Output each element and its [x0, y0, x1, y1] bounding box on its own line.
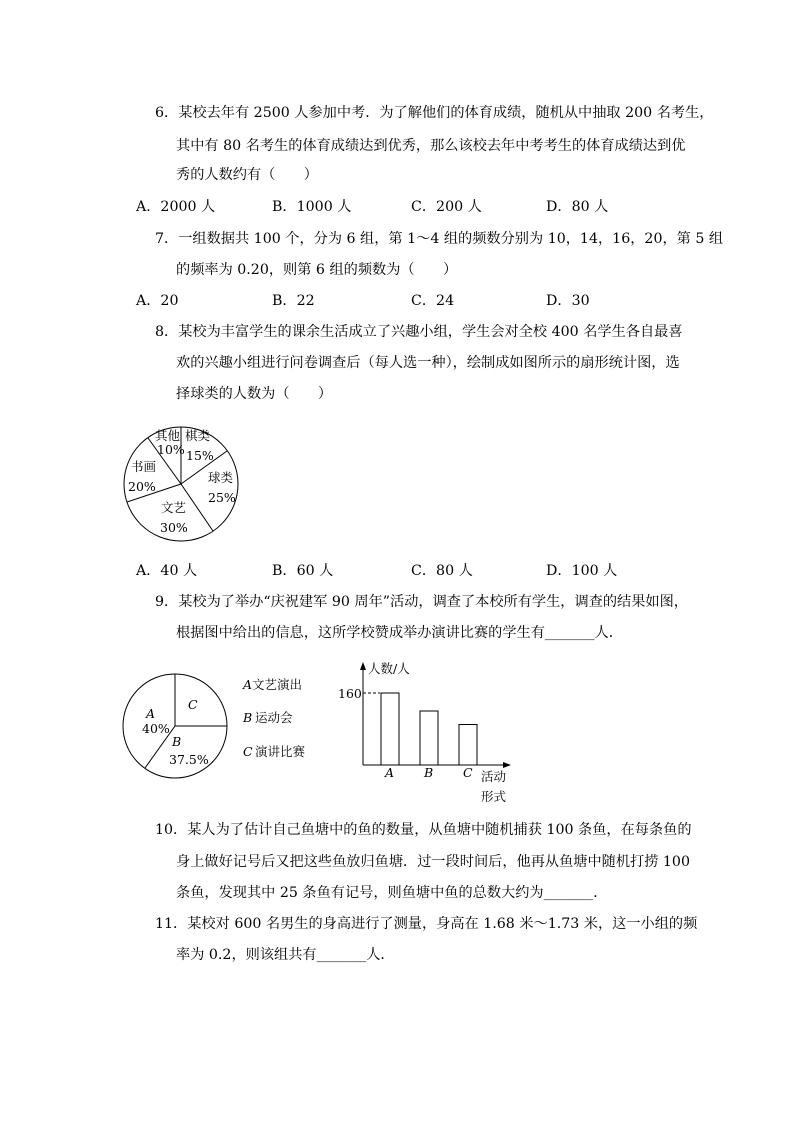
q9-bar-b [420, 711, 438, 765]
q9-line2: 根据图中给出的信息，这所学校赞成举办演讲比赛的学生有_______人． [176, 625, 623, 641]
q8-slice-pct: 30% [160, 520, 188, 535]
q10-line3: 条鱼，发现其中 25 条鱼有记号，则鱼塘中鱼的总数大约为_______． [176, 885, 608, 901]
q8-slice-pct: 10% [157, 442, 185, 457]
q10-line1: 10．某人为了估计自己鱼塘中的鱼的数量，从鱼塘中随机捕获 100 条鱼，在每条鱼的 [155, 822, 692, 838]
q9-legend-text: 运动会 [255, 710, 293, 725]
q8-slice-label: 其他 [155, 428, 181, 443]
q9-bar-y-arrow [360, 662, 366, 670]
q8-slice-label: 棋类 [185, 428, 211, 443]
q11-line2: 率为 0.2，则该组共有_______人． [176, 947, 395, 963]
q9-pie-pct-b: 37.5% [169, 752, 209, 767]
q6-line1: 6．某校去年有 2500 人参加中考．为了解他们的体育成绩，随机从中抽取 200 名考生， [155, 105, 714, 121]
q9-pie-pct-a: 40% [142, 721, 170, 736]
q7-option-c: C．24 [411, 293, 455, 309]
q8-line3: 择球类的人数为（ ） [176, 386, 333, 402]
q9-pie-label-b: B [172, 734, 182, 749]
q7-option-b: B．22 [272, 293, 315, 309]
q6-line2: 其中有 80 名考生的体育成绩达到优秀，那么该校去年中考考生的体育成绩达到优 [176, 138, 686, 154]
q8-slice-pct: 25% [208, 490, 236, 505]
q9-legend-text: 演讲比赛 [255, 744, 306, 759]
q8-slice-label: 球类 [208, 470, 234, 485]
q9-bar-xlabel: 形式 [481, 789, 507, 804]
q9-legend-letter: A [243, 677, 253, 692]
q9-bar-xlabel: 活动 [481, 769, 507, 784]
q9-bar-c [459, 725, 477, 766]
q7-option-d: D．30 [546, 293, 590, 309]
q9-legend-letter: B [243, 710, 253, 725]
q7-line2: 的频率为 0.20，则第 6 组的频数为（ ） [176, 262, 458, 278]
q9-pie-label-c: C [188, 697, 198, 712]
q9-bars [381, 693, 477, 780]
q8-option-d: D．100 人 [546, 563, 618, 579]
q9-pie-label-a: A [146, 706, 156, 721]
q8-slice-pct: 20% [128, 479, 156, 494]
q9-bar-ytick: 160 [338, 686, 362, 701]
q6-line3: 秀的人数约有（ ） [176, 167, 318, 183]
q8-option-c: C．80 人 [411, 563, 473, 579]
q9-bar-tick-label: B [424, 765, 434, 780]
q8-option-a: A．40 人 [136, 563, 198, 579]
q9-bar-tick-label: C [463, 765, 473, 780]
q8-option-b: B．60 人 [272, 563, 334, 579]
q9-legend-text: 文艺演出 [252, 677, 303, 692]
q11-line1: 11．某校对 600 名男生的身高进行了测量，身高在 1.68 米～1.73 米，这一小组的频 [155, 916, 698, 932]
q6-option-b: B．1000 人 [272, 199, 352, 215]
q8-slice-label: 书画 [131, 459, 157, 474]
q9-bar-x-arrow [503, 762, 511, 768]
q10-line2: 身上做好记号后又把这些鱼放归鱼塘．过一段时间后，他再从鱼塘中随机打捞 100 [176, 854, 690, 870]
q8-slice-pct: 15% [186, 448, 214, 463]
q9-line1: 9．某校为了举办“庆祝建军 90 周年”活动，调查了本校所有学生，调查的结果如图， [155, 594, 688, 610]
q9-legend-letter: C [243, 744, 253, 759]
q8-line2: 欢的兴趣小组进行问卷调查后（每人选一种），绘制成如图所示的扇形统计图，选 [176, 355, 680, 371]
q9-bar-a [381, 693, 399, 765]
q8-line1: 8．某校为丰富学生的课余生活成立了兴趣小组，学生会对全校 400 名学生各自最喜 [155, 324, 683, 340]
q6-option-a: A．2000 人 [136, 199, 216, 215]
q6-option-c: C．200 人 [411, 199, 482, 215]
q7-line1: 7．一组数据共 100 个，分为 6 组，第 1～4 组的频数分别为 10，14，16，20，第 5 组 [155, 231, 724, 247]
q6-option-d: D．80 人 [546, 199, 609, 215]
q9-bar-ylabel: 人数/人 [368, 661, 410, 676]
q9-bar-tick-label: A [385, 765, 395, 780]
q7-option-a: A．20 [136, 293, 179, 309]
q8-slice-label: 文艺 [161, 500, 187, 515]
